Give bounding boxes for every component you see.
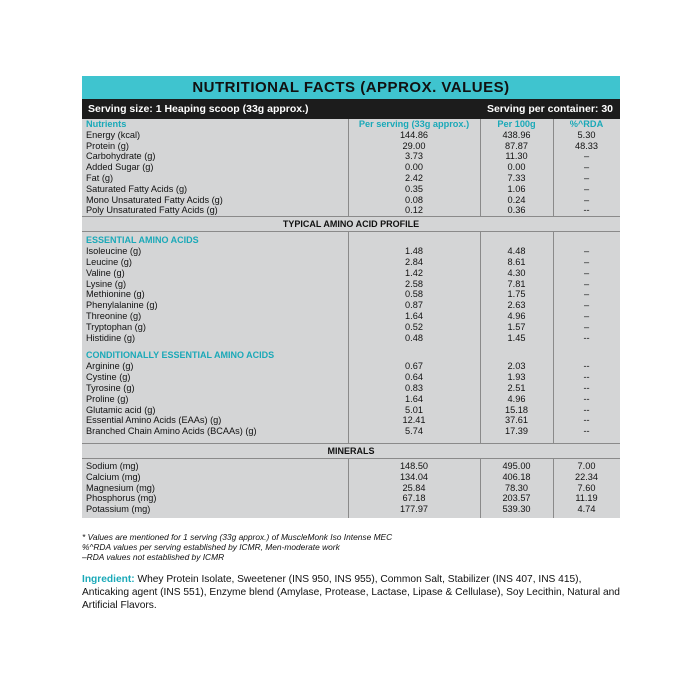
table-row — [82, 130, 620, 141]
table-row — [82, 246, 620, 257]
rda-value: -- — [583, 404, 590, 415]
per-100g-value: 8.61 — [507, 256, 526, 267]
nutrient-name: Energy (kcal) — [86, 129, 141, 140]
nutrient-name: Tryptophan (g) — [86, 321, 146, 332]
essential-title: ESSENTIAL AMINO ACIDS — [86, 235, 199, 246]
rda-value: – — [583, 278, 590, 289]
header-per-serving: Per serving (33g approx.) — [358, 119, 470, 129]
table-row — [82, 383, 620, 394]
footnote: –RDA values not established by ICMR — [82, 552, 225, 562]
nutrient-name: Lysine (g) — [86, 278, 126, 289]
rda-value: – — [583, 246, 590, 257]
rda-value: – — [583, 300, 590, 311]
per-100g-value: 539.30 — [502, 504, 531, 515]
per-serving-value: 5.74 — [405, 426, 423, 437]
minerals-section-title: MINERALS — [82, 443, 620, 459]
table-row — [82, 504, 620, 515]
rda-value: – — [583, 162, 590, 173]
table-row — [82, 483, 620, 494]
nutrient-name: Potassium (mg) — [86, 504, 151, 515]
rda-value: – — [583, 194, 590, 205]
per-100g-value: 0.24 — [507, 194, 526, 205]
serving-size: Serving size: 1 Heaping scoop (33g approx.) — [88, 103, 309, 115]
table-row — [82, 405, 620, 416]
nutrient-name: Valine (g) — [86, 267, 125, 278]
nutrient-name: Tyrosine (g) — [86, 382, 135, 393]
nutrient-name: Fat (g) — [86, 172, 114, 183]
rda-value: – — [583, 172, 590, 183]
per-serving-value: 0.58 — [405, 289, 423, 300]
rda-value: – — [583, 289, 590, 300]
table-row — [82, 257, 620, 268]
nutrient-name: Magnesium (mg) — [86, 482, 155, 493]
per-100g-value: 0.00 — [507, 162, 526, 173]
table-row — [82, 205, 620, 216]
per-100g-value: 0.36 — [507, 205, 526, 216]
rda-value: 22.34 — [575, 471, 598, 482]
header-nutrients: Nutrients — [86, 119, 127, 129]
nutrition-table — [82, 119, 620, 518]
rda-value: -- — [583, 361, 590, 372]
rda-value: – — [583, 310, 590, 321]
nutrient-name: Added Sugar (g) — [86, 162, 154, 173]
per-100g-value: 1.75 — [507, 289, 526, 300]
ingredient-label: Ingredient: — [82, 574, 135, 585]
per-serving-value: 3.73 — [405, 151, 423, 162]
nutrient-name: Proline (g) — [86, 393, 129, 404]
per-serving-value: 1.42 — [405, 267, 423, 278]
table-row — [82, 372, 620, 383]
rda-value: 48.33 — [575, 140, 598, 151]
nutrient-name: Methionine (g) — [86, 289, 145, 300]
per-serving-value: 0.00 — [405, 162, 423, 173]
per-serving-value: 1.64 — [405, 393, 423, 404]
per-100g-value: 78.30 — [505, 482, 528, 493]
table-row — [82, 184, 620, 195]
rda-value: -- — [583, 415, 590, 426]
table-row — [82, 151, 620, 162]
per-100g-value: 37.61 — [505, 415, 528, 426]
nutrient-name: Phosphorus (mg) — [86, 493, 157, 504]
serving-per-container: Serving per container: 30 — [486, 103, 613, 115]
per-100g-value: 203.57 — [502, 493, 531, 504]
per-100g-value: 4.30 — [507, 267, 526, 278]
nutrient-name: Isoleucine (g) — [86, 246, 142, 257]
table-header-row — [82, 119, 620, 130]
nutrient-name: Sodium (mg) — [86, 460, 139, 471]
table-row — [82, 472, 620, 483]
per-serving-value: 0.83 — [405, 382, 423, 393]
per-serving-value: 0.12 — [405, 205, 423, 216]
rda-value: 4.74 — [577, 504, 596, 515]
footnote: * Values are mentioned for 1 serving (33g approx.) of MuscleMonk Iso Intense MEC — [82, 532, 393, 542]
table-row — [82, 333, 620, 344]
nutrient-name: Cystine (g) — [86, 372, 131, 383]
per-serving-value: 0.87 — [405, 300, 423, 311]
nutrient-name: Threonine (g) — [86, 310, 142, 321]
nutrient-name: Mono Unsaturated Fatty Acids (g) — [86, 194, 223, 205]
table-row — [82, 415, 620, 426]
nutrient-name: Glutamic acid (g) — [86, 404, 156, 415]
per-serving-value: 134.04 — [399, 471, 429, 482]
per-serving-value: 1.64 — [405, 310, 423, 321]
per-serving-value: 0.64 — [405, 372, 423, 383]
table-row — [82, 141, 620, 152]
table-row — [82, 361, 620, 372]
table-row — [82, 289, 620, 300]
per-serving-value: 0.08 — [405, 194, 423, 205]
rda-value: -- — [583, 393, 590, 404]
per-100g-value: 406.18 — [502, 471, 531, 482]
per-100g-value: 438.96 — [502, 129, 531, 140]
table-row — [82, 426, 620, 437]
per-serving-value: 12.41 — [402, 415, 426, 426]
nutrient-name: Histidine (g) — [86, 332, 136, 343]
per-serving-value: 67.18 — [402, 493, 426, 504]
rda-value: -- — [583, 382, 590, 393]
per-serving-value: 177.97 — [399, 504, 429, 515]
table-row — [82, 173, 620, 184]
per-100g-value: 1.45 — [507, 332, 526, 343]
header-per-100g: Per 100g — [497, 119, 536, 129]
table-row — [82, 162, 620, 173]
nutrition-panel — [82, 76, 620, 518]
per-serving-value: 1.48 — [405, 246, 423, 257]
per-100g-value: 17.39 — [505, 426, 528, 437]
table-row — [82, 322, 620, 333]
nutrient-name: Essential Amino Acids (EAAs) (g) — [86, 415, 222, 426]
nutrient-name: Leucine (g) — [86, 256, 132, 267]
per-100g-value: 2.03 — [507, 361, 526, 372]
per-serving-value: 25.84 — [402, 482, 426, 493]
table-row — [82, 461, 620, 472]
per-100g-value: 4.96 — [507, 393, 526, 404]
nutrient-name: Arginine (g) — [86, 361, 134, 372]
per-100g-value: 4.48 — [507, 246, 526, 257]
per-100g-value: 495.00 — [502, 460, 531, 471]
per-serving-value: 148.50 — [399, 460, 429, 471]
nutrient-name: Protein (g) — [86, 140, 129, 151]
per-100g-value: 1.06 — [507, 183, 526, 194]
per-100g-value: 15.18 — [505, 404, 528, 415]
rda-value: – — [583, 267, 590, 278]
conditional-title: CONDITIONALLY ESSENTIAL AMINO ACIDS — [86, 350, 275, 361]
rda-value: – — [583, 183, 590, 194]
per-serving-value: 0.52 — [405, 321, 423, 332]
nutrient-name: Branched Chain Amino Acids (BCAAs) (g) — [86, 426, 257, 437]
ingredient-text: Whey Protein Isolate, Sweetener (INS 950, INS 955), Common Salt, Stabilizer (INS 407, INS 415), Anticaking agent (INS 551), Enzyme blend (Amylase, Protease, Lactase, Lipase & Cellulase), Soy Lecithin, Natural and Artificial Flavors. — [82, 574, 620, 611]
nutrient-name: Saturated Fatty Acids (g) — [86, 183, 188, 194]
per-100g-value: 2.51 — [507, 382, 526, 393]
table-row — [82, 493, 620, 504]
per-serving-value: 2.58 — [405, 278, 423, 289]
per-100g-value: 1.93 — [507, 372, 526, 383]
rda-value: -- — [583, 426, 590, 437]
per-serving-value: 2.42 — [405, 172, 423, 183]
rda-value: -- — [583, 332, 590, 343]
nutrient-name: Calcium (mg) — [86, 471, 141, 482]
amino-section-title: TYPICAL AMINO ACID PROFILE — [82, 216, 620, 232]
header-rda: %^RDA — [569, 119, 604, 129]
table-row — [82, 268, 620, 279]
ingredients — [82, 573, 622, 612]
nutrient-name: Carbohydrate (g) — [86, 151, 156, 162]
footnote: %^RDA values per serving established by ICMR, Men-moderate work — [82, 542, 340, 552]
per-serving-value: 2.84 — [405, 256, 423, 267]
per-100g-value: 4.96 — [507, 310, 526, 321]
per-100g-value: 7.33 — [507, 172, 526, 183]
footnotes — [82, 532, 392, 562]
rda-value: – — [583, 151, 590, 162]
serving-bar — [82, 99, 620, 119]
nutrient-name: Poly Unsaturated Fatty Acids (g) — [86, 205, 218, 216]
per-100g-value: 2.63 — [507, 300, 526, 311]
table-row — [82, 279, 620, 290]
table-row — [82, 300, 620, 311]
nutrient-name: Phenylalanine (g) — [86, 300, 158, 311]
rda-value: 11.19 — [575, 493, 598, 504]
panel-title: NUTRITIONAL FACTS (APPROX. VALUES) — [82, 76, 620, 99]
rda-value: – — [583, 321, 590, 332]
rda-value: 7.60 — [577, 482, 596, 493]
rda-value: – — [583, 256, 590, 267]
per-serving-value: 0.67 — [405, 361, 423, 372]
table-row — [82, 311, 620, 322]
per-100g-value: 7.81 — [507, 278, 526, 289]
table-row — [82, 394, 620, 405]
per-serving-value: 5.01 — [405, 404, 423, 415]
per-100g-value: 87.87 — [505, 140, 528, 151]
rda-value: 5.30 — [577, 129, 596, 140]
per-100g-value: 1.57 — [507, 321, 526, 332]
rda-value: -- — [583, 205, 590, 216]
per-serving-value: 0.35 — [405, 183, 423, 194]
per-serving-value: 29.00 — [402, 140, 426, 151]
per-100g-value: 11.30 — [505, 151, 528, 162]
per-serving-value: 0.48 — [405, 332, 423, 343]
per-serving-value: 144.86 — [399, 129, 429, 140]
table-row — [82, 195, 620, 206]
rda-value: 7.00 — [577, 460, 596, 471]
rda-value: -- — [583, 372, 590, 383]
